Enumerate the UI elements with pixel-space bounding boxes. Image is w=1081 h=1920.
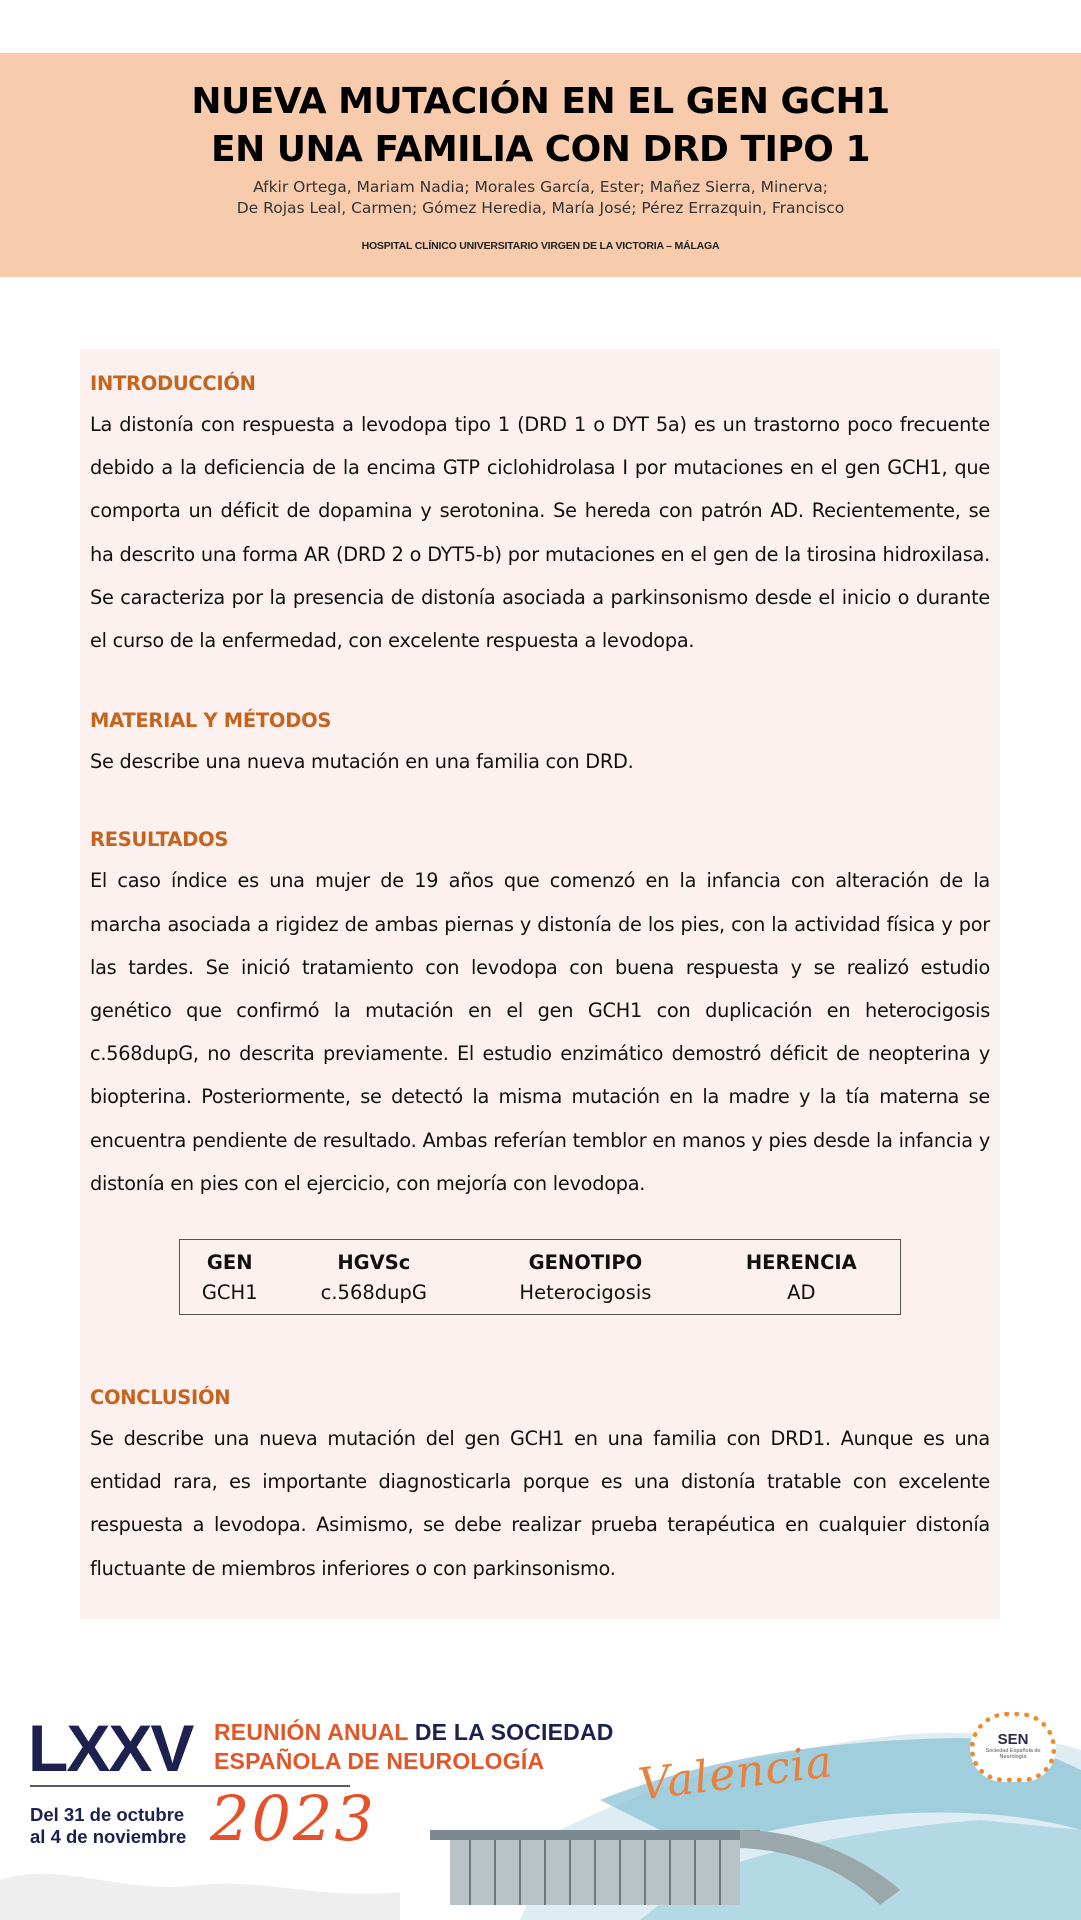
edition-number: LXXV <box>28 1711 193 1785</box>
congress-year: 2023 <box>210 1782 376 1855</box>
poster-body <box>80 349 1000 1619</box>
congress-name <box>214 1718 614 1776</box>
intro-heading: INTRODUCCIÓN <box>90 372 256 395</box>
sen-logo-text: SEN <box>997 1731 1029 1748</box>
table-header-cell: HGVSc <box>337 1250 411 1274</box>
table-header-cell: GEN <box>206 1250 253 1274</box>
sen-logo <box>970 1712 1056 1782</box>
authors-line-2: De Rojas Leal, Carmen; Gómez Heredia, María José; Pérez Errazquin, Francisco <box>236 199 845 218</box>
authors <box>0 177 1081 220</box>
conclusion-heading: CONCLUSIÓN <box>90 1386 231 1410</box>
congress-dates <box>30 1804 186 1848</box>
table-cell: c.568dupG <box>320 1280 428 1304</box>
dates-line-2: al 4 de noviembre <box>30 1826 187 1847</box>
authors-line-1: Afkir Ortega, Mariam Nadia; Morales García, Ester; Mañez Sierra, Minerva; <box>253 178 828 197</box>
table-header-row <box>180 1240 901 1279</box>
congress-name-navy: DE LA SOCIEDAD <box>414 1719 614 1745</box>
dates-line-1: Del 31 de octubre <box>30 1804 185 1825</box>
table-cell: GCH1 <box>201 1280 258 1304</box>
conclusion-text: Se describe una nueva mutación del gen GCH1 en una familia con DRD1. Aunque es una entidad rara, es importante diagnosticarla porque es una distonía tratable con excelente respuesta a levodopa. Asimismo, se debe realizar prueba terapéutica en cualquier distonía fluctuante de miembros inferiores o con parkinsonismo. <box>90 1427 990 1580</box>
table-cell: Heterocigosis <box>519 1280 652 1304</box>
title-line-1: NUEVA MUTACIÓN EN EL GEN GCH1 <box>191 81 890 122</box>
congress-name-line2: ESPAÑOLA DE NEUROLOGÍA <box>214 1748 545 1774</box>
hospital-affiliation: HOSPITAL CLÍNICO UNIVERSITARIO VIRGEN DE LA VICTORIA – MÁLAGA <box>361 239 720 252</box>
methods-heading: MATERIAL Y MÉTODOS <box>90 709 332 733</box>
congress-banner <box>0 1680 1081 1920</box>
city-name: Valencia <box>635 1736 836 1811</box>
intro-text: La distonía con respuesta a levodopa tipo 1 (DRD 1 o DYT 5a) es un trastorno poco frecuente debido a la deficiencia de la encima GTP ciclohidrolasa I por mutaciones en el gen GCH1, que comporta un déficit de dopamina y serotonina. Se hereda con patrón AD. Recientemente, se ha descrito una forma AR (DRD 2 o DYT5-b) por mutaciones en el gen de la tirosina hidroxilasa. Se caracteriza por la presencia de distonía asociada a parkinsonismo desde el inicio o durante el curso de la enfermedad, con excelente respuesta a levodopa. <box>90 413 990 653</box>
sen-logo-subtitle: Sociedad Española de Neurología <box>985 1748 1041 1760</box>
results-text: El caso índice es una mujer de 19 años que comenzó en la infancia con alteración de la marcha asociada a rigidez de ambas piernas y distonía de los pies, con la actividad física y por las tardes. Se inició tratamiento con levodopa con buena respuesta y se realizó estudio genético que confirmó la mutación en el gen GCH1 con duplicación en heterocigosis c.568dupG, no descrita previamente. El estudio enzimático demostró déficit de neopterina y biopterina. Posteriormente, se detectó la misma mutación en la madre y la tía materna se encuentra pendiente de resultado. Ambas referían temblor en manos y pies desde la infancia y distonía en pies con el ejercicio, con mejoría con levodopa. <box>90 869 990 1195</box>
congress-name-orange: REUNIÓN ANUAL <box>214 1719 409 1745</box>
results-heading: RESULTADOS <box>90 828 229 852</box>
table-row <box>180 1279 901 1315</box>
table-header-cell: HERENCIA <box>745 1250 857 1274</box>
table-cell: AD <box>787 1280 816 1304</box>
poster-header <box>0 53 1081 277</box>
mutation-table <box>179 1239 901 1315</box>
methods-text: Se describe una nueva mutación en una familia con DRD. <box>90 750 634 774</box>
title-line-2: EN UNA FAMILIA CON DRD TIPO 1 <box>210 128 870 170</box>
poster-title <box>0 53 1081 173</box>
table-header-cell: GENOTIPO <box>528 1250 643 1274</box>
